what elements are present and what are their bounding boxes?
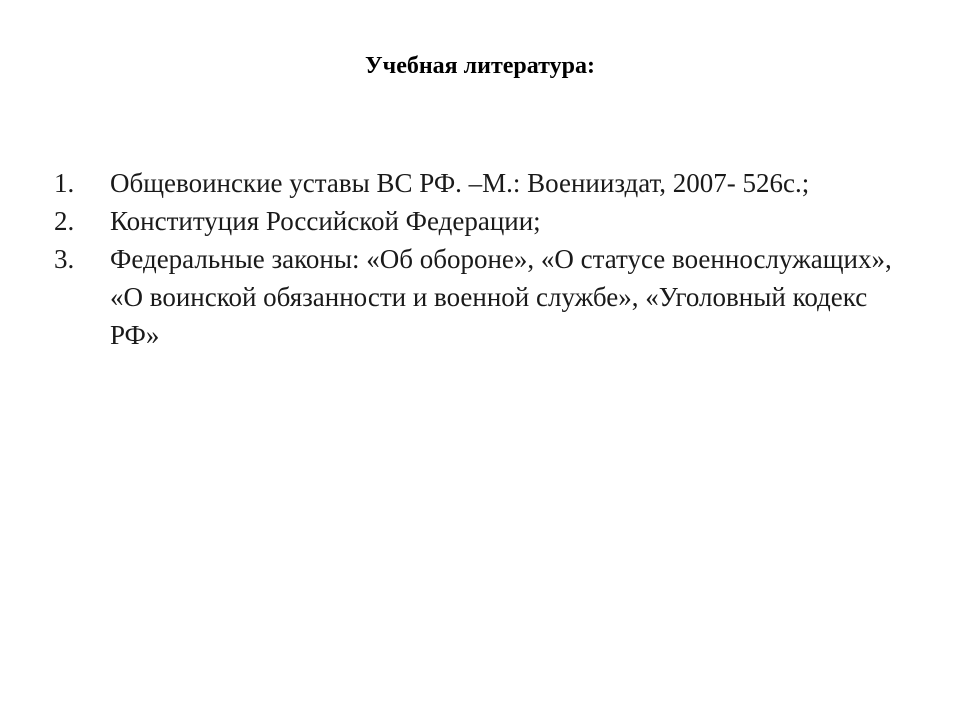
- list-item: [54, 240, 894, 354]
- reference-list: [54, 164, 894, 354]
- list-item-number: 2.: [54, 206, 75, 236]
- slide-title: Учебная литература:: [365, 53, 595, 79]
- list-item-number: 3.: [54, 244, 75, 274]
- list-item: [54, 202, 894, 240]
- list-item: [54, 164, 894, 202]
- list-item-text: Конституция Российской Федерации;: [110, 206, 541, 236]
- list-item-text: Федеральные законы: «Об обороне», «О статусе военнослужащих», «О воинской обязанности и военной службе», «Уголовный кодекс РФ»: [110, 244, 892, 350]
- list-item-text: Общевоинские уставы ВС РФ. –М.: Военииздат, 2007- 526с.;: [110, 168, 810, 198]
- list-item-number: 1.: [54, 168, 75, 198]
